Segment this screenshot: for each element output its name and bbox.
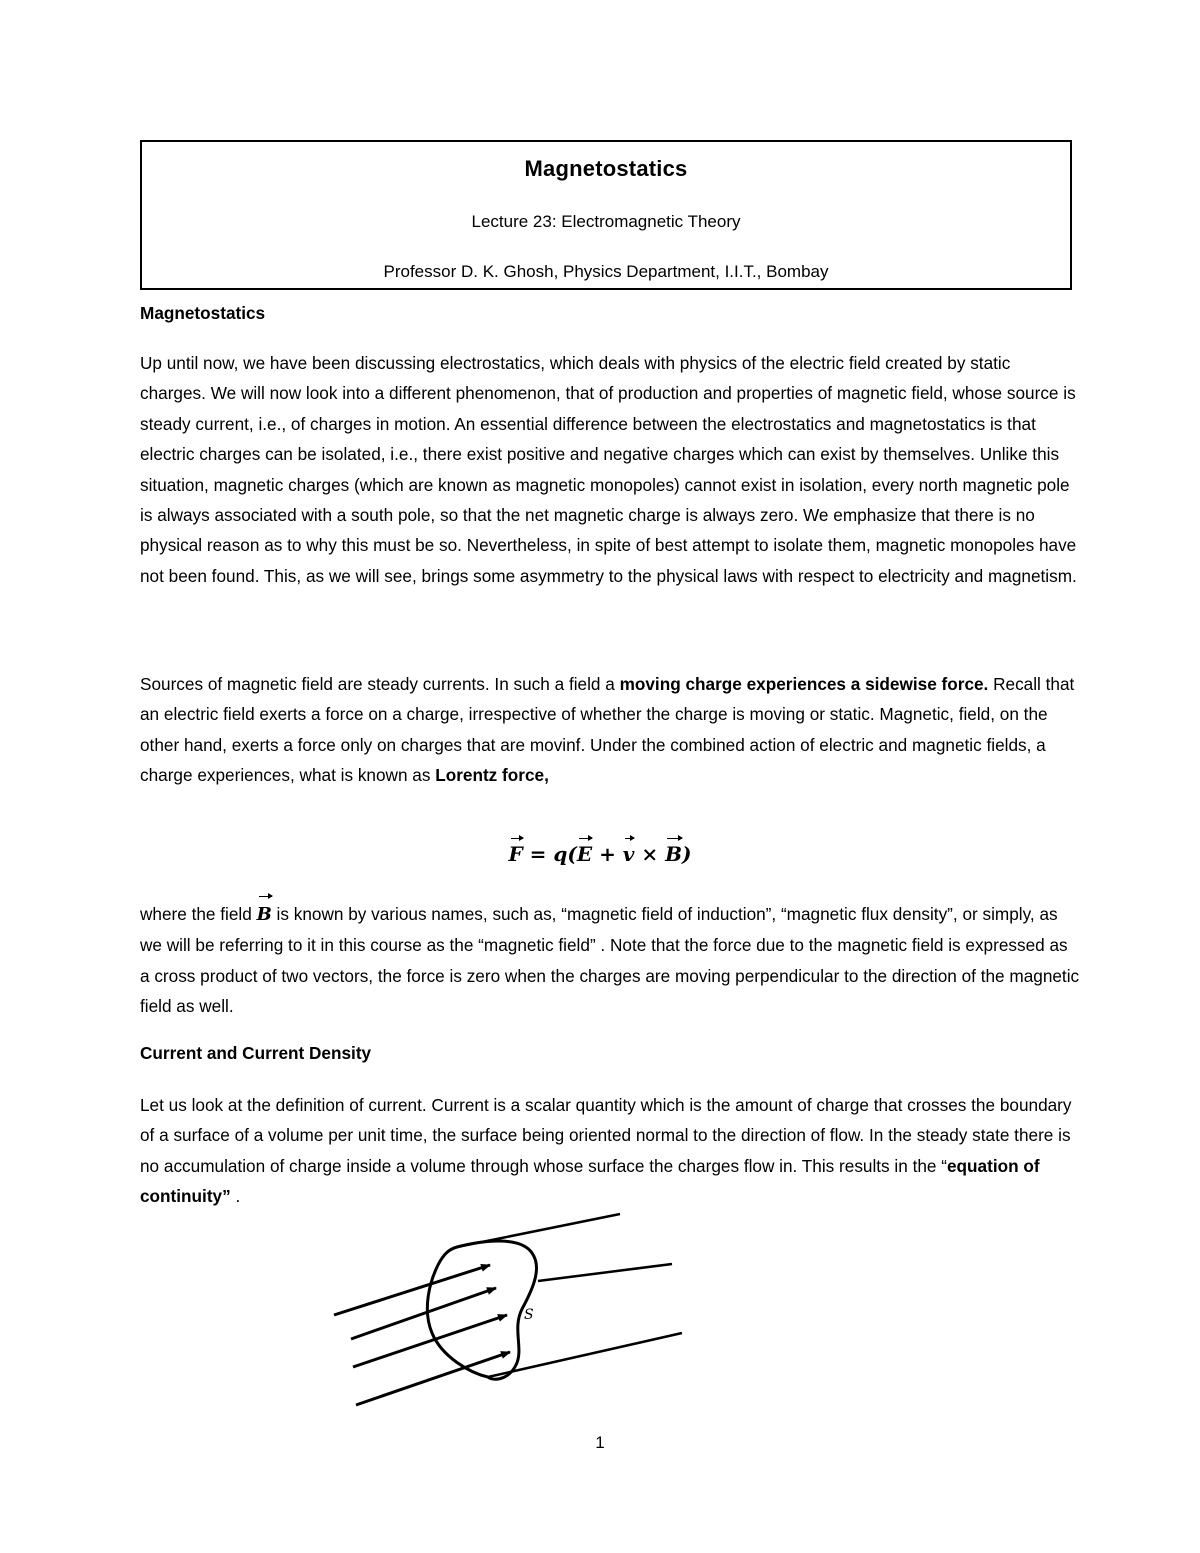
eq-close-paren: ) bbox=[682, 842, 692, 866]
sources-emphasis-2: Lorentz force, bbox=[435, 765, 549, 786]
current-flow-diagram bbox=[320, 1205, 700, 1420]
flux-arrow bbox=[351, 1288, 496, 1339]
where-paragraph bbox=[140, 899, 1080, 1022]
eq-velocity-vector: v bbox=[622, 842, 635, 866]
sources-text-2: Recall that an electric field exerts a force on a charge, irrespective of whether the charge is moving or static. Magnetic, field, on the other hand, exerts a force only on charges that are movinf. Under the combined action of electric and magnetic fields, a charge experiences, what is known as bbox=[140, 674, 1075, 786]
eq-electric-field-vector: E bbox=[576, 842, 593, 866]
sources-text-1: Sources of magnetic field are steady currents. In such a field a bbox=[140, 674, 620, 694]
title-box bbox=[140, 140, 1072, 290]
sources-emphasis-1: moving charge experiences a sidewise force. bbox=[619, 674, 989, 694]
where-b-vector: B bbox=[257, 900, 272, 930]
section-heading-magnetostatics: Magnetostatics bbox=[140, 303, 266, 323]
document-title: Magnetostatics bbox=[524, 156, 688, 181]
lorentz-force-equation bbox=[0, 842, 1200, 866]
current-paragraph bbox=[140, 1090, 1080, 1212]
page-number: 1 bbox=[595, 1433, 605, 1452]
sources-paragraph bbox=[140, 669, 1080, 791]
section-heading-current: Current and Current Density bbox=[140, 1043, 372, 1063]
intro-paragraph: Up until now, we have been discussing electrostatics, which deals with physics of the electric field created by static charges. We will now look into a different phenomenon, that of production and properties of magnetic field, whose source is steady current, i.e., of charges in motion. An essential difference between the electrostatics and magnetostatics is that electric charges can be isolated, i.e., there exist positive and negative charges which can exist by themselves. Unlike this situation, magnetic charges (which are known as magnetic monopoles) cannot exist in isolation, every north magnetic pole is always associated with a south pole, so that the net magnetic charge is always zero. We emphasize that there is no physical reason as to why this must be so. Nevertheless, in spite of best attempt to isolate them, magnetic monopoles have not been found. This, as we will see, brings some asymmetry to the physical laws with respect to electricity and magnetism. bbox=[140, 353, 1077, 586]
eq-equals: = bbox=[522, 842, 554, 866]
eq-force-vector: F bbox=[508, 842, 523, 866]
current-emphasis: equation of continuity” bbox=[140, 1155, 1040, 1207]
lecture-subtitle: Lecture 23: Electromagnetic Theory bbox=[471, 212, 741, 231]
eq-plus: + bbox=[592, 842, 623, 866]
surface-label: S bbox=[524, 1307, 534, 1323]
flux-arrow bbox=[334, 1265, 490, 1315]
current-text-2: . bbox=[230, 1186, 241, 1207]
eq-open-paren: ( bbox=[567, 842, 577, 866]
current-text-1: Let us look at the definition of current. Current is a scalar quantity which is the amount of charge that crosses the boundary of a surface of a volume per unit time, the surface being oriented normal to the direction of flow. In the steady state there is no accumulation of charge inside a volume through whose surface the charges flow in. This results in the “ bbox=[140, 1095, 1072, 1176]
where-text-1: where the field bbox=[140, 904, 257, 924]
eq-charge: q bbox=[553, 842, 568, 866]
eq-magnetic-field-vector: B bbox=[665, 842, 683, 866]
where-text-2: is known by various names, such as, “magnetic field of induction”, “magnetic flux density”, or simply, as we will be referring to it in this course as the “magnetic field” . Note that the force due to the magnetic field is expressed as a cross product of two vectors, the force is zero when the charges are moving perpendicular to the direction of the magnetic field as well. bbox=[140, 904, 1080, 1017]
flux-arrow bbox=[356, 1352, 510, 1405]
surface-boundary bbox=[427, 1241, 536, 1379]
eq-cross: × bbox=[634, 842, 666, 866]
tube-middle-line bbox=[538, 1264, 672, 1281]
author-line: Professor D. K. Ghosh, Physics Department, I.I.T., Bombay bbox=[383, 262, 829, 281]
